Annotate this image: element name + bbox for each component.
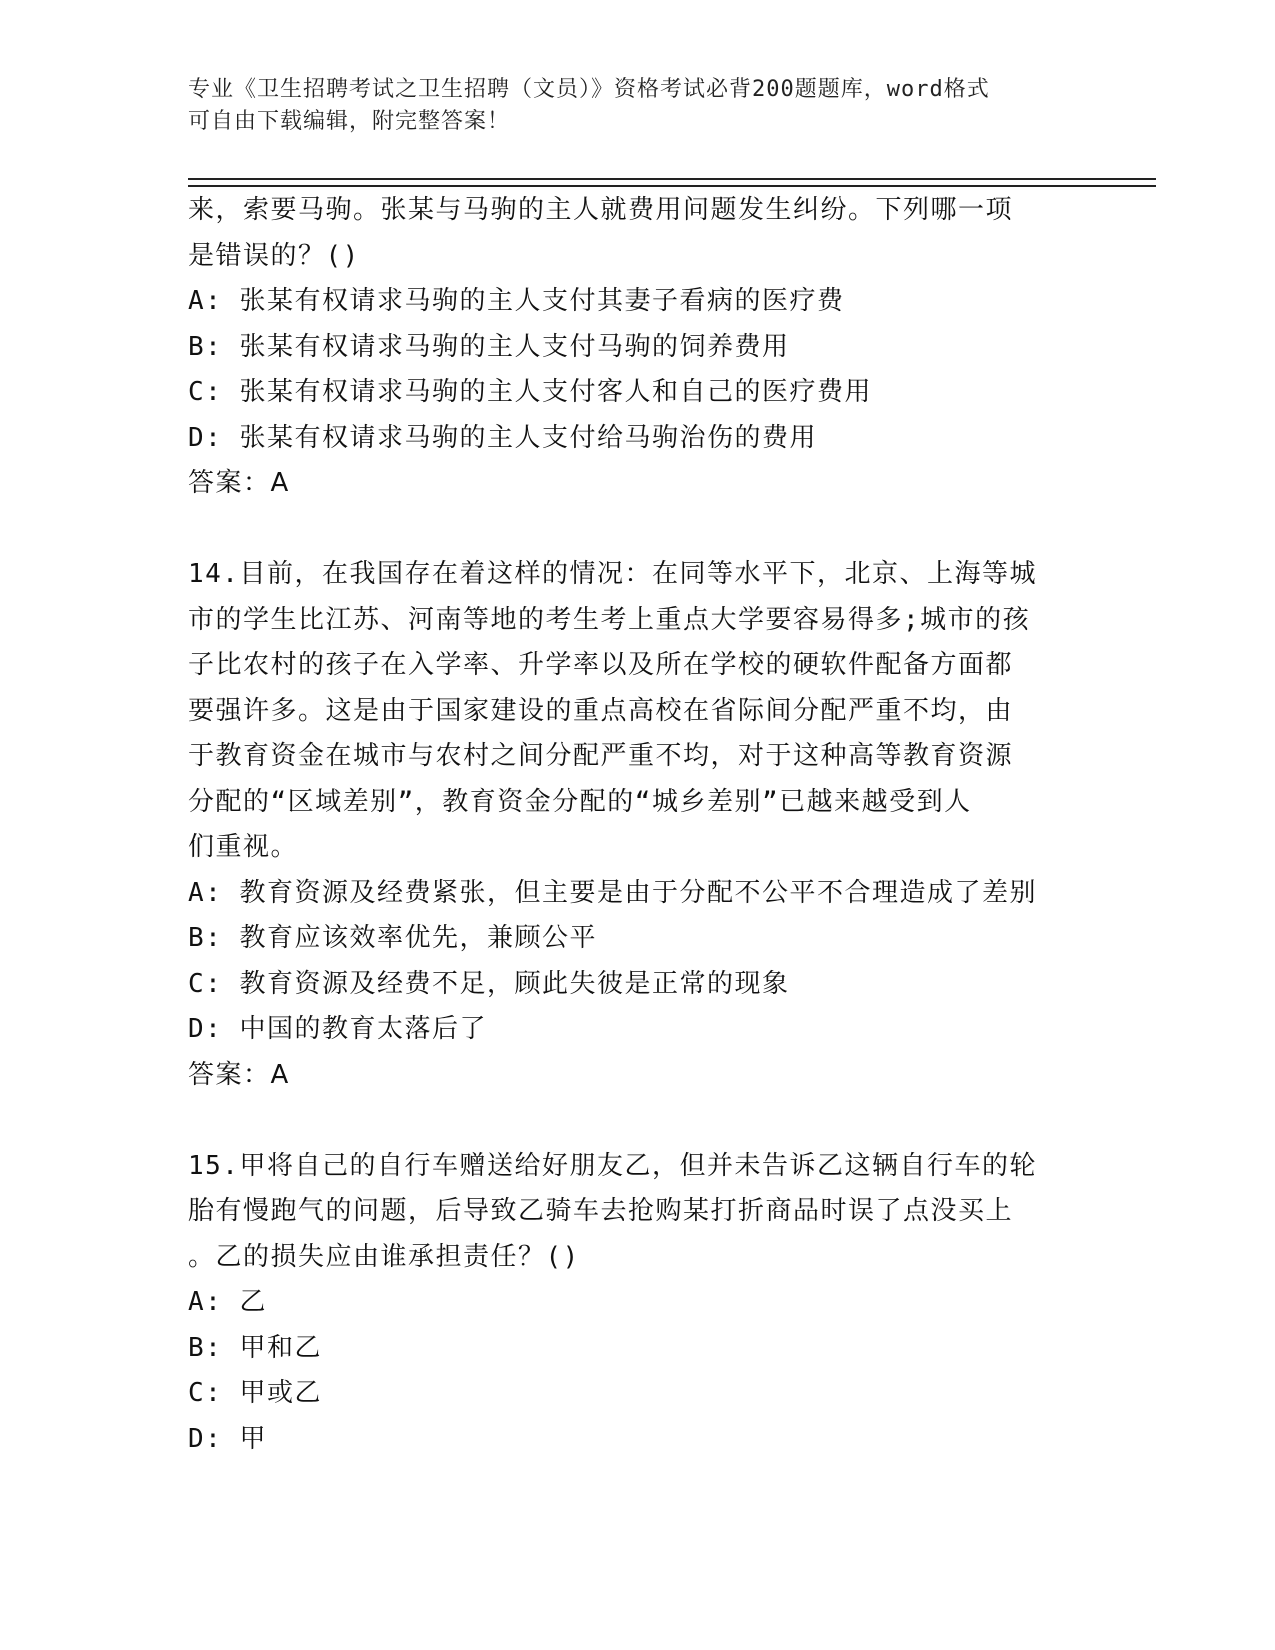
option-d: D: 张某有权请求马驹的主人支付给马驹治伤的费用	[188, 422, 817, 453]
question-13	[188, 188, 1088, 507]
question-14	[188, 552, 1088, 1098]
question-stem-line: 子比农村的孩子在入学率、升学率以及所在学校的硬软件配备方面都	[188, 650, 1014, 680]
question-stem-line: 要强许多。这是由于国家建设的重点高校在省际间分配严重不均，由	[188, 695, 1014, 726]
option-d: D: 中国的教育太落后了	[188, 1014, 487, 1044]
option-c: C: 甲或乙	[188, 1378, 322, 1408]
option-d: D: 甲	[188, 1423, 267, 1454]
question-stem-line: 胎有慢跑气的问题，后导致乙骑车去抢购某打折商品时误了点没买上	[188, 1196, 1014, 1226]
answer-value: A	[270, 468, 290, 498]
header-line-1: 专业《卫生招聘考试之卫生招聘（文员）》资格考试必背200题题库，word格式	[188, 77, 990, 102]
question-stem-line: 来，索要马驹。张某与马驹的主人就费用问题发生纠纷。下列哪一项	[188, 195, 1014, 225]
question-spacer	[188, 507, 1088, 553]
option-a: A: 乙	[188, 1287, 267, 1317]
option-b: B: 张某有权请求马驹的主人支付马驹的饲养费用	[188, 331, 790, 362]
option-b: B: 教育应该效率优先，兼顾公平	[188, 923, 597, 953]
answer-line	[188, 1053, 1088, 1099]
question-15	[188, 1144, 1088, 1463]
option-b: B: 甲和乙	[188, 1332, 322, 1363]
answer-line	[188, 461, 1088, 507]
answer-value: A	[270, 1059, 290, 1090]
question-stem-line: 。乙的损失应由谁承担责任？()	[188, 1241, 580, 1272]
header-rule-top	[188, 178, 1156, 180]
question-spacer	[188, 1098, 1088, 1144]
answer-label: 答案：	[188, 1059, 271, 1090]
header-rule-bottom	[188, 185, 1156, 187]
question-stem-line: 们重视。	[188, 832, 299, 862]
question-stem-line: 是错误的？()	[188, 240, 360, 271]
header-line-2: 可自由下载编辑，附完整答案！	[188, 109, 511, 134]
question-stem-line: 分配的“区域差别”，教育资金分配的“城乡差别”已越来越受到人	[188, 786, 972, 817]
option-a: A: 教育资源及经费紧张，但主要是由于分配不公平不合理造成了差别	[188, 877, 1037, 908]
question-stem-line: 14.目前，在我国存在着这样的情况：在同等水平下，北京、上海等城	[188, 559, 1037, 589]
option-c: C: 教育资源及经费不足，顾此失彼是正常的现象	[188, 968, 790, 999]
question-stem-line: 市的学生比江苏、河南等地的考生考上重点大学要容易得多;城市的孩	[188, 604, 1031, 635]
option-a: A: 张某有权请求马驹的主人支付其妻子看病的医疗费	[188, 286, 845, 316]
question-stem-line: 于教育资金在城市与农村之间分配严重不均，对于这种高等教育资源	[188, 741, 1014, 771]
question-content	[188, 188, 1088, 1462]
question-stem-line: 15.甲将自己的自行车赠送给好朋友乙，但并未告诉乙这辆自行车的轮	[188, 1150, 1037, 1181]
document-header	[188, 74, 1088, 138]
option-c: C: 张某有权请求马驹的主人支付客人和自己的医疗费用	[188, 377, 872, 407]
answer-label: 答案：	[188, 468, 271, 498]
